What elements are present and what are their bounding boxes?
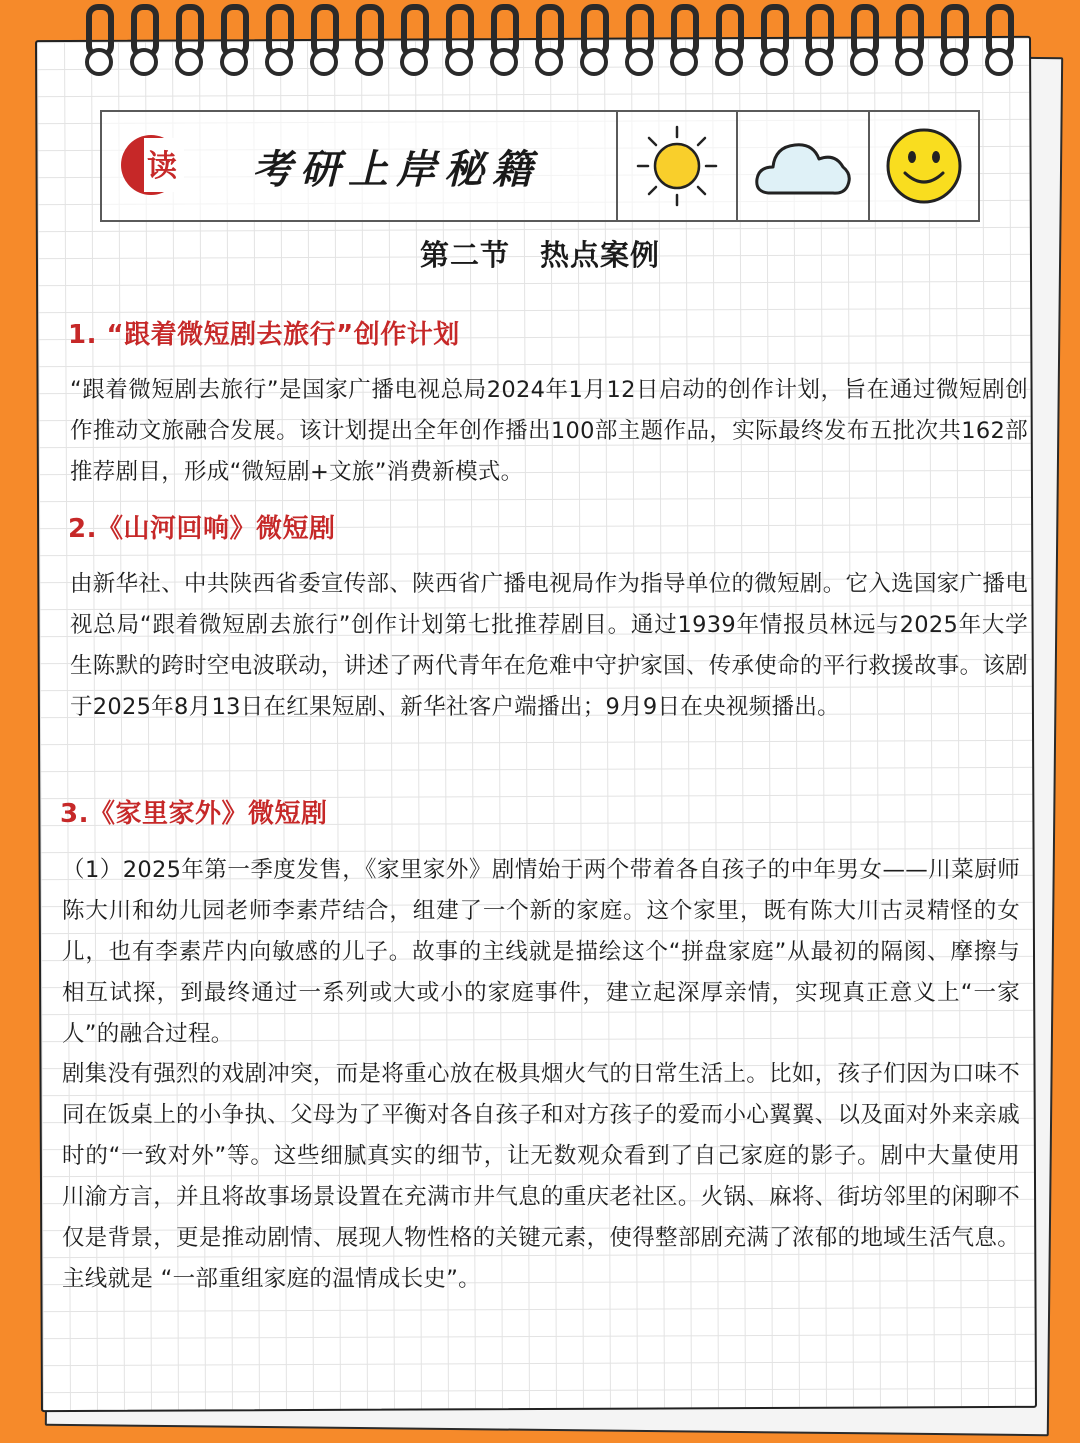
ring-icon: [710, 4, 740, 74]
ring-icon: [125, 4, 155, 74]
case-paragraph: “跟着微短剧去旅行”是国家广播电视总局2024年1月12日启动的创作计划，旨在通过微短剧创作推动文旅融合发展。该计划提出全年创作播出100部主题作品，实际最终发布五批次共162部推荐剧目，形成“微短剧+文旅”消费新模式。: [70, 377, 1028, 485]
smiley-cell: [870, 112, 978, 220]
cloud-icon: [751, 131, 855, 201]
case-heading: 3.《家里家外》微短剧: [60, 799, 328, 829]
ring-icon: [395, 4, 425, 74]
ring-icon: [80, 4, 110, 74]
case-heading: 1. “跟着微短剧去旅行”创作计划: [68, 320, 460, 350]
ring-icon: [305, 4, 335, 74]
sun-cell: [618, 112, 738, 220]
ring-icon: [575, 4, 605, 74]
case-paragraph: 由新华社、中共陕西省委宣传部、陕西省广播电视局作为指导单位的微短剧。它入选国家广播电视总局“跟着微短剧去旅行”创作计划第七批推荐剧目。通过1939年情报员林远与2025年大学生陈默的跨时空电波联动，讲述了两代青年在危难中守护家国、传承使命的平行救援故事。该剧于2025年8月13日在红果短剧、新华社客户端播出；9月9日在央视频播出。: [70, 571, 1028, 720]
logo-icon: [116, 130, 186, 200]
cloud-cell: [738, 112, 870, 220]
ring-icon: [215, 4, 245, 74]
logo-text: 读: [147, 149, 177, 184]
ring-icon: [845, 4, 875, 74]
ring-icon: [800, 4, 830, 74]
header-title: 考研上岸秘籍: [252, 146, 540, 193]
case-paragraph: （1）2025年第一季度发售，《家里家外》剧情始于两个带着各自孩子的中年男女——川菜厨师陈大川和幼儿园老师李素芹结合，组建了一个新的家庭。这个家里，既有陈大川古灵精怪的女儿，也有李素芹内向敏感的儿子。故事的主线就是描绘这个“拼盘家庭”从最初的隔阂、摩擦与相互试探，到最终通过一系列或大或小的家庭事件，建立起深厚亲情，实现真正意义上“一家人”的融合过程。: [62, 857, 1020, 1047]
ring-icon: [350, 4, 380, 74]
header-banner: [100, 110, 980, 222]
ring-icon: [665, 4, 695, 74]
ring-icon: [890, 4, 920, 74]
ring-icon: [440, 4, 470, 74]
ring-icon: [260, 4, 290, 74]
ring-icon: [485, 4, 515, 74]
smiley-icon: [883, 125, 965, 207]
header-title-cell: [102, 112, 618, 220]
ring-icon: [980, 4, 1010, 74]
ring-icon: [935, 4, 965, 74]
case-paragraph: 剧集没有强烈的戏剧冲突，而是将重心放在极具烟火气的日常生活上。比如，孩子们因为口味不同在饭桌上的小争执、父母为了平衡对各自孩子和对方孩子的爱而小心翼翼、以及面对外来亲戚时的“一致对外”等。这些细腻真实的细节，让无数观众看到了自己家庭的影子。剧中大量使用川渝方言，并且将故事场景设置在充满市井气息的重庆老社区。火锅、麻将、街坊邻里的闲聊不仅是背景，更是推动剧情、展现人物性格的关键元素，使得整部剧充满了浓郁的地域生活气息。主线就是 “一部重组家庭的温情成长史”。: [62, 1061, 1020, 1292]
case-heading: 2.《山河回响》微短剧: [68, 514, 336, 544]
ring-icon: [755, 4, 785, 74]
ring-icon: [530, 4, 560, 74]
spiral-binding: [80, 4, 1010, 84]
sun-icon: [632, 121, 722, 211]
ring-icon: [170, 4, 200, 74]
ring-icon: [620, 4, 650, 74]
section-title: 第二节 热点案例: [419, 238, 660, 272]
